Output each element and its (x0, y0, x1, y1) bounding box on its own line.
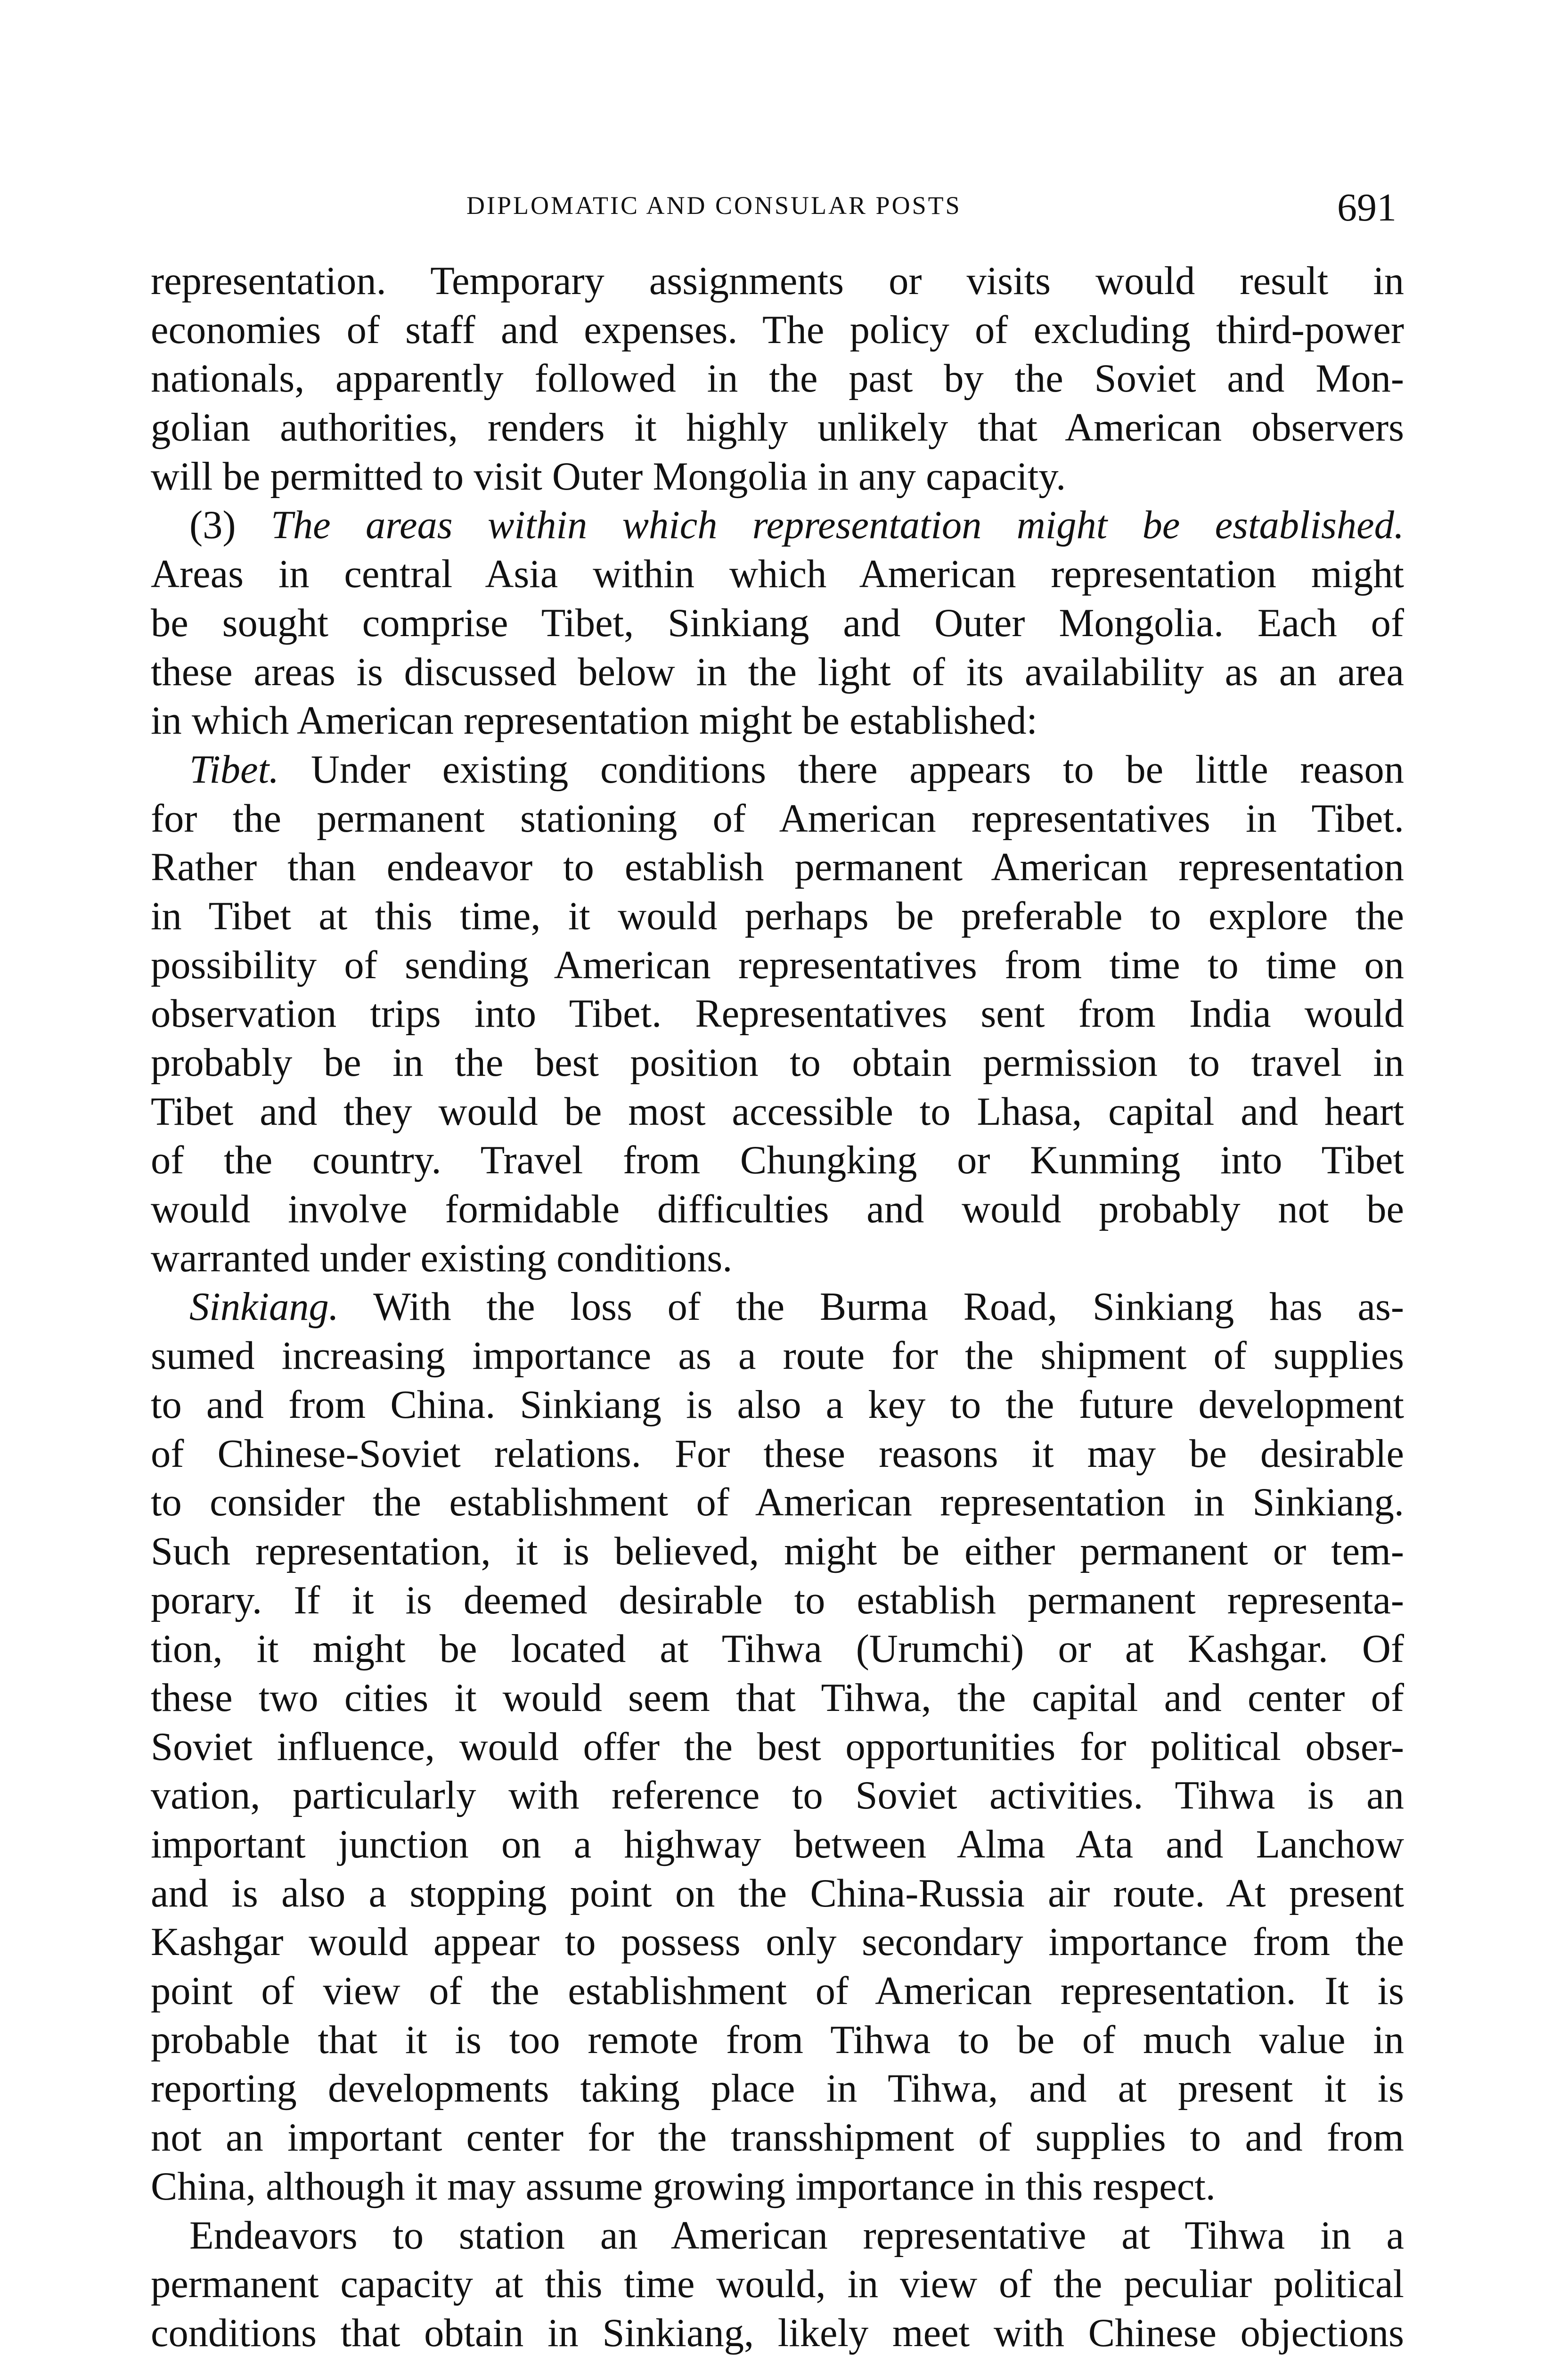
running-head: DIPLOMATIC AND CONSULAR POSTS (466, 191, 962, 220)
text-line: Areas in central Asia within which American representation might (151, 552, 1404, 597)
text-line: be sought comprise Tibet, Sinkiang and Outer Mongolia. Each of (151, 601, 1404, 645)
text-line: probable that it is too remote from Tihwa to be of much value in (151, 2018, 1404, 2062)
text-line: would involve formidable difficulties and would probably not be (151, 1187, 1404, 1232)
text-line: vation, particularly with reference to Soviet activities. Tihwa is an (151, 1774, 1404, 1818)
text-line: reporting developments taking place in Tihwa, and at present it is (151, 2067, 1404, 2111)
text-line: point of view of the establishment of American representation. It is (151, 1969, 1404, 2013)
text-line: sumed increasing importance as a route for the shipment of supplies (151, 1334, 1404, 1378)
text-line: economies of staff and expenses. The policy of excluding third-power (151, 308, 1404, 352)
text-line: to and from China. Sinkiang is also a key to the future development (151, 1383, 1404, 1427)
text-span: With the loss of the Burma Road, Sinkiang has as- (338, 1285, 1404, 1329)
text-line: representation. Temporary assignments or visits would result in (151, 259, 1404, 303)
paragraph-first-line (151, 1283, 1404, 1332)
text-line: porary. If it is deemed desirable to establish permanent representa- (151, 1578, 1404, 1622)
section-number: (3) (189, 503, 271, 548)
text-line: important junction on a highway between Alma Ata and Lanchow (151, 1823, 1404, 1866)
text-line: not an important center for the transshipment of supplies to and from (151, 2116, 1404, 2160)
run-in-heading-sinkiang: Sinkiang. (189, 1285, 339, 1329)
text-line: tion, it might be located at Tihwa (Urumchi) or at Kashgar. Of (151, 1627, 1404, 1671)
text-line: Endeavors to station an American representative at Tihwa in a (189, 2213, 1404, 2258)
text-line: in which American representation might be established: (151, 699, 1037, 743)
text-line: golian authorities, renders it highly unlikely that American observers (151, 406, 1404, 450)
text-line: Tibet and they would be most accessible to Lhasa, capital and heart (151, 1089, 1404, 1134)
text-line: nationals, apparently followed in the past by the Soviet and Mon- (151, 357, 1404, 401)
text-line: of Chinese-Soviet relations. For these reasons it may be desirable (151, 1432, 1404, 1476)
text-line: permanent capacity at this time would, in view of the peculiar political (151, 2262, 1404, 2307)
text-line: to consider the establishment of American representation in Sinkiang. (151, 1481, 1404, 1525)
text-line: these two cities it would seem that Tihwa, the capital and center of (151, 1676, 1404, 1720)
text-line: China, although it may assume growing importance in this respect. (151, 2164, 1216, 2209)
paragraph-first-line (151, 745, 1404, 794)
text-line: Such representation, it is believed, might be either permanent or tem- (151, 1529, 1404, 1573)
text-line: and is also a stopping point on the China-Russia air route. At present (151, 1871, 1404, 1915)
text-span: Under existing conditions there appears to be little reason (279, 747, 1404, 792)
text-line: probably be in the best position to obtain permission to travel in (151, 1041, 1404, 1085)
text-line: for the permanent stationing of American representatives in Tibet. (151, 796, 1404, 841)
text-line: in Tibet at this time, it would perhaps be preferable to explore the (151, 894, 1404, 938)
text-line: Soviet influence, would offer the best opportunities for political obser- (151, 1725, 1404, 1769)
section-heading-line (151, 501, 1404, 550)
text-line: will be permitted to visit Outer Mongolia in any capacity. (151, 454, 1066, 499)
text-line: conditions that obtain in Sinkiang, likely meet with Chinese objections (151, 2311, 1404, 2355)
section-heading: The areas within which representation might be established. (270, 503, 1404, 548)
text-line: observation trips into Tibet. Representatives sent from India would (151, 992, 1404, 1036)
run-in-heading-tibet: Tibet. (189, 747, 279, 792)
text-line: Rather than endeavor to establish permanent American representation (151, 845, 1404, 890)
body-text (151, 257, 1404, 2356)
text-line: warranted under existing conditions. (151, 1236, 733, 1280)
text-line: possibility of sending American representatives from time to time on (151, 943, 1404, 987)
text-line: of the country. Travel from Chungking or Kunming into Tibet (151, 1138, 1404, 1183)
page-number: 691 (1337, 186, 1396, 229)
text-line: these areas is discussed below in the light of its availability as an area (151, 650, 1404, 694)
text-line: Kashgar would appear to possess only secondary importance from the (151, 1920, 1404, 1964)
